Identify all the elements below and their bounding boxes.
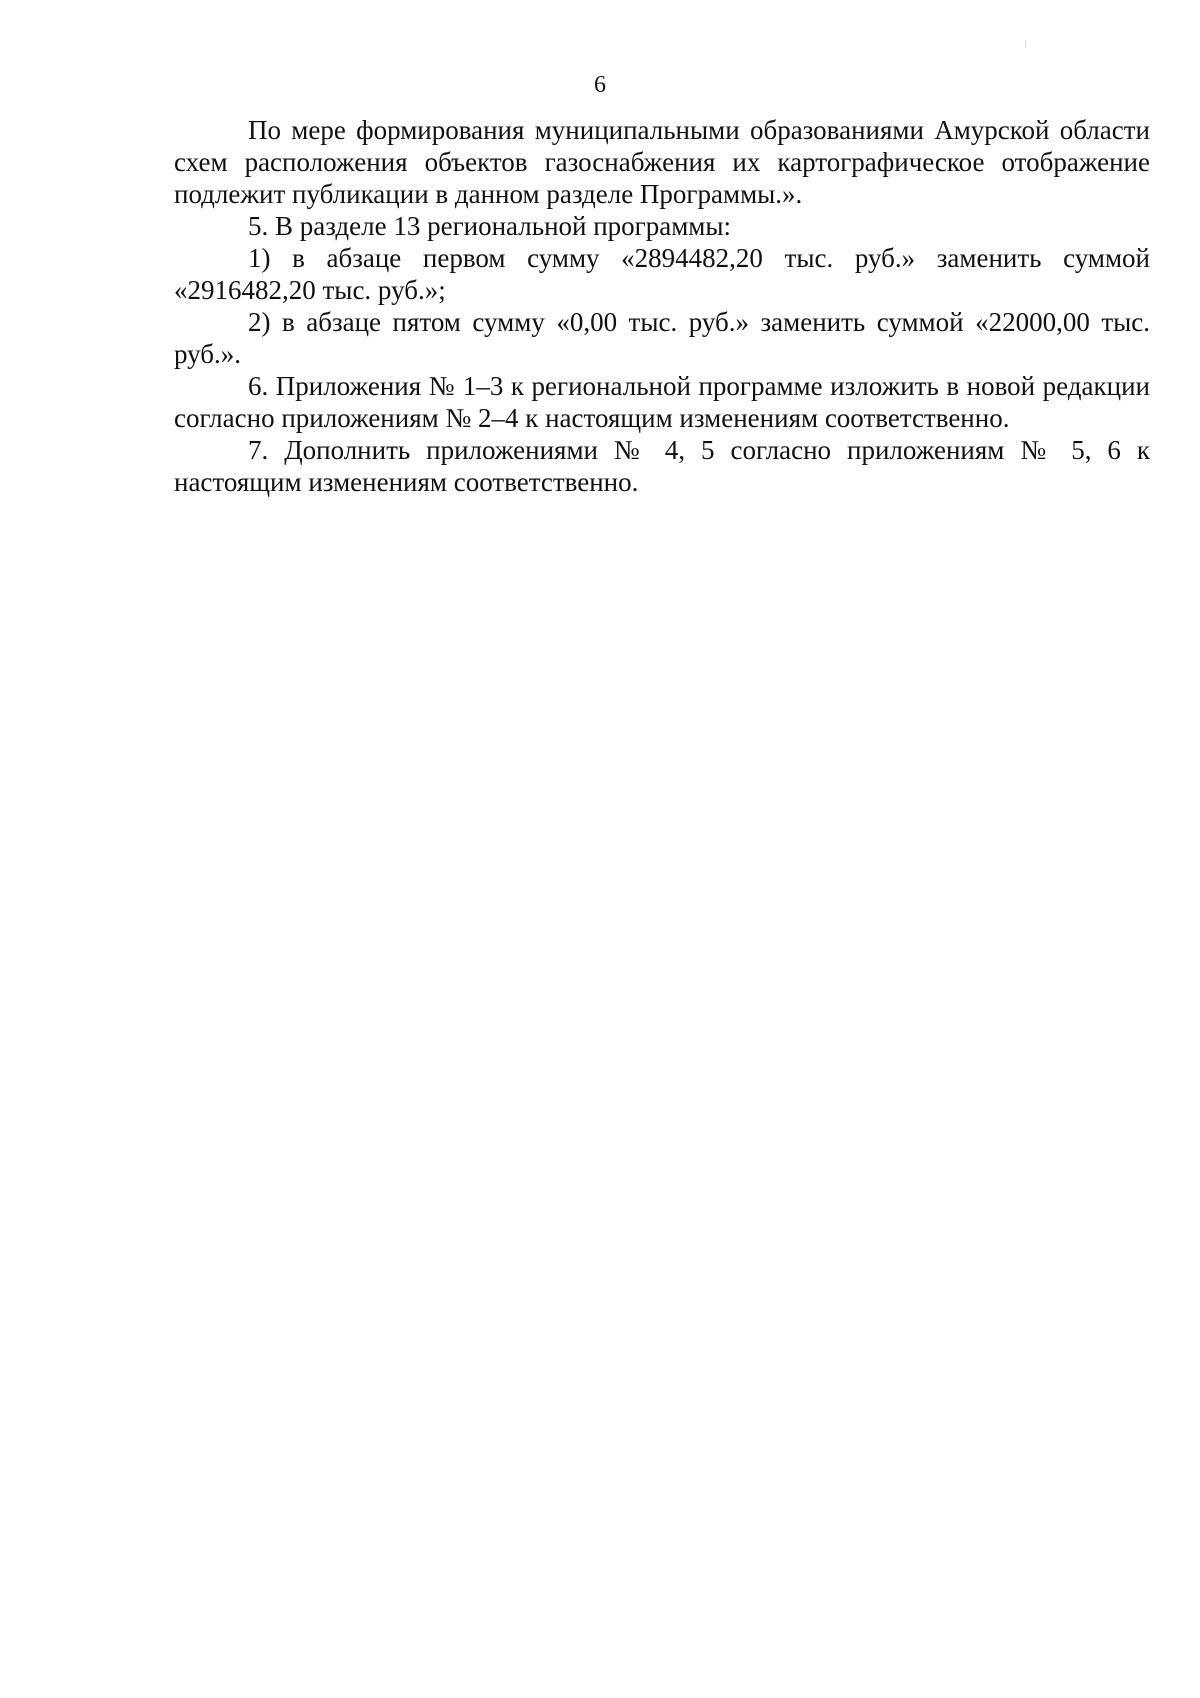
- paragraph-item-6: 6. Приложения № 1–3 к региональной программе изложить в новой редакции согласно приложениям № 2–4 к настоящим изменениям соответственно.: [174, 371, 1150, 433]
- scan-artifact: [1025, 40, 1026, 48]
- paragraph-item-5-2: 2) в абзаце пятом сумму «0,00 тыс. руб.» заменить суммой «22000,00 тыс. руб.».: [174, 307, 1150, 369]
- document-body: [174, 114, 1150, 498]
- paragraph-gas-supply-maps: По мере формирования муниципальными образованиями Амурской области схем расположения объектов газоснабжения их картографическое отображение подлежит публикации в данном разделе Программы.».: [174, 115, 1150, 209]
- paragraph-item-7: 7. Дополнить приложениями № 4, 5 согласно приложениям № 5, 6 к настоящим изменениям соответственно.: [174, 435, 1150, 497]
- paragraph-item-5-1: 1) в абзаце первом сумму «2894482,20 тыс. руб.» заменить суммой «2916482,20 тыс. руб.»;: [174, 243, 1150, 305]
- page-number: 6: [594, 72, 606, 98]
- paragraph-item-5: 5. В разделе 13 региональной программы:: [248, 211, 732, 241]
